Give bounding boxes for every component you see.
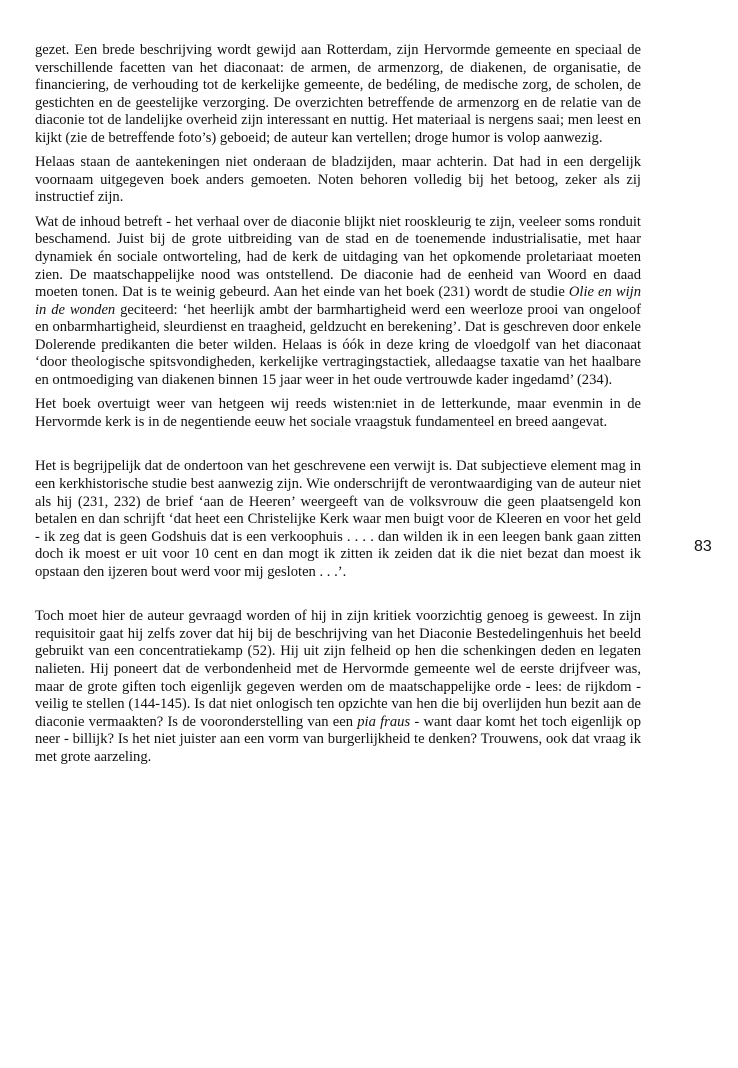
paragraph-4 <box>35 396 641 431</box>
text-run: gezet. Een brede beschrijving wordt gewijd aan Rotterdam, zijn Hervormde gemeente en speciaal de verschillende facetten van het diaconaat: de armen, de armenzorg, de diakenen, de organisatie, de financiering, de verhouding tot de kerkelijke gemeente, de bedéling, de medische zorg, de scholen, de gestichten en de geestelijke verzorging. De overzichten betreffende de armenzorg en de relatie van de diaconie tot de landelijke overheid zijn interessant en nuttig. Het materiaal is nergens saai; men leest en kijkt (zie de betreffende foto’s) geboeid; de auteur kan vertellen; droge humor is volop aanwezig. <box>35 42 641 146</box>
text-run: Wat de inhoud betreft - het verhaal over de diaconie blijkt niet rooskleurig te zijn, veeleer soms ronduit beschamend. Juist bij de grote uitbreiding van de stad en de toenemende industrialisatie, met haar dynamiek én sociale ontworteling, had de kerk de uitdaging van het opkomende proletariaat moeten zien. De maatschappelijke nood was ontstellend. De diaconie had de eenheid van Woord en daad moeten tonen. Dat is te weinig gebeurd. Aan het einde van het boek (231) wordt de studie <box>35 213 641 301</box>
text-run: Helaas staan de aantekeningen niet onderaan de bladzijden, maar achterin. Dat had in een dergelijk voornaam uitgegeven boek anders gemoeten. Noten behoren volledig bij het betoog, zeker als zij instructief zijn. <box>35 154 641 206</box>
paragraph-2 <box>35 154 641 207</box>
text-run: - want daar komt het toch eigenlijk op neer - billijk? Is het niet juister aan een vorm van burgerlijkheid te denken? Trouwens, ook dat vraag ik met grote aarzeling. <box>35 713 641 765</box>
italic-title: Olie en wijn in de wonden <box>35 284 641 318</box>
text-run: Het is begrijpelijk dat de ondertoon van het geschrevene een verwijt is. Dat subjectieve element mag in een kerkhistorische studie best aanwezig zijn. Wie onderschrijft de verontwaardiging van de auteur niet als hij (231, 232) de brief ‘aan de Heeren’ weergeeft van de volksvrouw die geen plaatsengeld kon betalen en dan schrijft ‘dat heet een Christelijke Kerk waar men buigt voor de Kleeren en voor het geld - ik zeg dat is geen Godshuis dat is een verkoophuis . . . . dan wilden ik in een leegen bank gaan zitten doch ik moest er uit voor 10 cent en dan mogt ik zitten ik zeiden dat ik die niet bezat dan moest ik opstaan den ijzeren bout werd voor mij gesloten . . .’. <box>35 458 641 580</box>
paragraph-5 <box>35 458 641 581</box>
body-text-column <box>35 42 641 773</box>
paragraph-6 <box>35 608 641 766</box>
page-number: 83 <box>694 538 712 555</box>
italic-title: pia fraus <box>357 713 411 730</box>
text-run: Het boek overtuigt weer van hetgeen wij reeds wisten:niet in de letterkunde, maar evenmin in de Hervormde kerk is in de negentiende eeuw het sociale vraagstuk fundamenteel en breed aangevat. <box>35 396 641 430</box>
text-run: Toch moet hier de auteur gevraagd worden of hij in zijn kritiek voorzichtig genoeg is geweest. In zijn requisitoir gaat hij zelfs zover dat hij bij de beschrijving van het Diaconie Bestedelingenhuis het beeld gebruikt van een concentratiekamp (52). Hij uit zijn felheid op hen die schenkingen deden en legaten nalieten. Hij poneert dat de verbondenheid met de Hervormde gemeente wel de eerste drijfveer was, maar de grote giften toch eigenlijk gegeven werden om de maatschappelijke orde - lees: de rijkdom - veilig te stellen (144-145). Is dat niet onlogisch ten opzichte van hen die bij overlijden hun bezit aan de diaconie vermaakten? Is de vooronderstelling van een <box>35 608 641 730</box>
text-run: geciteerd: ‘het heerlijk ambt der barmhartigheid werd een weerloze prooi van ongeloof en onbarmhartigheid, sleurdienst en traagheid, geldzucht en berekening’. Dat is geschreven door enkele Dolerende predikanten die beter wilden. Helaas is óók in deze kring de vloedgolf van het diaconaat ‘door theologische spitsvondigheden, kerkelijke vertragingstactiek, alledaagse taxatie van het haalbare en ontmoediging van diakenen binnen 15 jaar weer in het oude vertrouwde kader ingedamd’ (234). <box>35 301 642 388</box>
paragraph-3 <box>35 214 641 389</box>
paragraph-1 <box>35 42 641 147</box>
